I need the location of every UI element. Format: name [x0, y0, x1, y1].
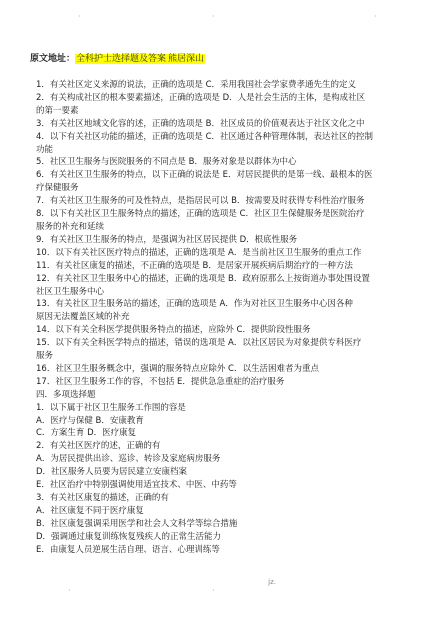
text-line: E．由康复人员逆展生活自理、语言、心理训练等	[36, 544, 220, 555]
text-line: 11．有关社区康复的描述，不正确的选项是 B．是居家开展疾病后期治疗的一种方法	[36, 260, 353, 271]
text-line: D．强调通过康复训练恢复残疾人的正常生活能力	[36, 531, 222, 542]
text-line: 服务的补充和延续	[36, 221, 105, 232]
text-line: 6．有关社区卫生服务的特点，以下正确的说法是 E．对居民提供的是第一线、最根本的医	[36, 170, 373, 181]
text-line: 3．有关社区康复的描述，正确的有	[36, 493, 169, 503]
section-heading: 四．多项选择题	[36, 389, 96, 400]
text-line: 10．以下有关社区医疗特点的描述，正确的选项是 A．是当前社区卫生服务的重点工作	[36, 247, 362, 258]
decorative-dot: ·	[78, 12, 81, 21]
decorative-dot: ·	[68, 586, 71, 595]
text-line: 14．以下有关全科医学提供服务特点的描述，应除外 C．提供阶段性服务	[36, 325, 311, 336]
text-line: 的第一要素	[36, 105, 79, 116]
text-line: 3．有关社区地域文化容的述，正确的选项是 B．社区成员的价值观表达于社区文化之中	[36, 118, 365, 129]
text-line: C．方案生育 D．医疗康复	[36, 428, 137, 439]
text-line: 2．有关社区医疗的述，正确的有	[36, 441, 161, 452]
text-line: 功能	[36, 144, 54, 155]
page-number: jz.	[268, 578, 276, 586]
text-line: 17．社区卫生服务工作的容，不包括 E．提供急急重症的治疗服务	[36, 376, 285, 387]
source-author[interactable]: 熊居深山	[168, 54, 205, 64]
text-line: 1．有关社区定义来源的说法，正确的选项是 C．采用我国社会学家费孝通先生的定义	[36, 80, 357, 90]
decorative-dot: ·	[374, 12, 377, 21]
text-line: 4．以下有关社区功能的描述，正确的选项是 C．社区通过各种管理体制，表达社区的控制	[36, 131, 374, 142]
source-line	[30, 53, 205, 66]
document-body	[36, 79, 412, 557]
text-line: 疗保健服务	[36, 183, 79, 194]
text-line: 12．有关社区卫生服务中心的描述，正确的选项是 B．政府原那么上按街道办事处围设置	[36, 273, 370, 284]
decorative-dot: ·	[212, 12, 215, 21]
text-line: 7．有关社区卫生服务的可及性特点，是指居民可以 B．按需要及时获得专科性治疗服务	[36, 196, 365, 207]
text-line: E．社区治疗中特别强调使用适宜技术、中医、中药等	[36, 480, 237, 491]
text-line: 9．有关社区卫生服务的特点，是强调为社区居民提供 D．根底性服务	[36, 234, 298, 245]
source-label: 原文地址：	[30, 54, 76, 64]
text-line: 社区卫生服务中心	[36, 286, 105, 297]
text-line: B．社区康复强调采用医学和社会人文科学等综合措施	[36, 518, 238, 529]
text-line: 13．有关社区卫生服务站的描述，正确的选项是 A．作为对社区卫生服务中心因各种	[36, 299, 353, 310]
text-line: 15．以下有关全科医学特点的描述，错误的选项是 A．以社区居民为对象提供专科医疗	[36, 338, 362, 349]
text-line: 5．社区卫生服务与医院服务的不同点是 B．服务对象是以群体为中心	[36, 157, 297, 168]
text-line: D．社区服务人员要为居民建立安康档案	[36, 467, 188, 478]
text-line: A．为居民提供出诊、巡诊、转诊及家庭病房服务	[36, 454, 221, 465]
text-line: 服务	[36, 351, 54, 362]
text-line: 原因无法覆盖区域的补充	[36, 312, 130, 323]
decorative-dot: ·	[212, 586, 215, 595]
text-line: A．社区康复不同于医疗康复	[36, 505, 144, 516]
text-line: 1．以下属于社区卫生服务工作围的容是	[36, 402, 186, 413]
text-line: 8．以下有关社区卫生服务特点的描述，正确的选项是 C．社区卫生保健服务是医院治疗	[36, 209, 365, 220]
text-line: A．医疗与保健 B．安康教育	[36, 415, 144, 426]
text-line: 16．社区卫生服务概念中，强调的服务特点应除外 C．以生活困难者为重点	[36, 363, 319, 374]
text-line: 2．有关构成社区的根本要素描述，正确的选项是 D．人是社会生活的主体，是构成社区	[36, 92, 366, 103]
source-link[interactable]: 全科护士选择题及答案	[76, 54, 167, 64]
